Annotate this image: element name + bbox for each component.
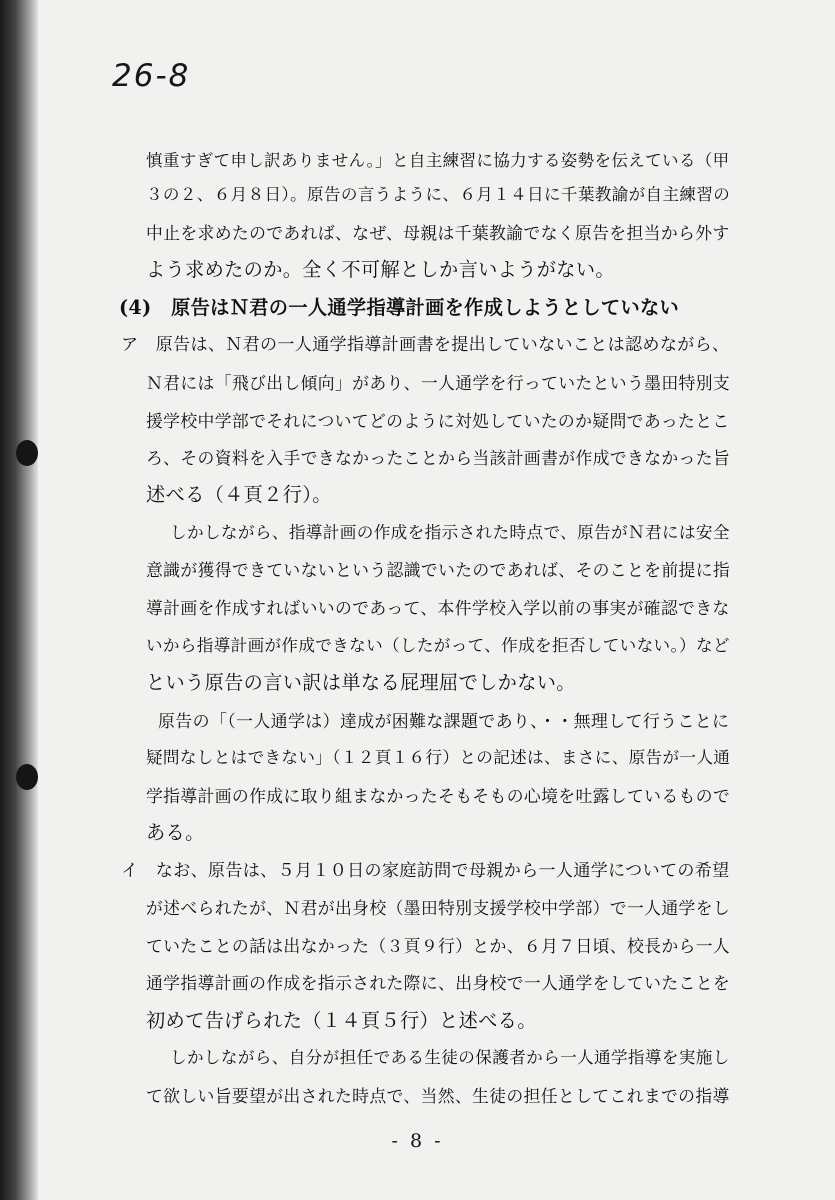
- text-line: 原告の「（一人通学は）達成が困難な課題であり、・・無理して行うことに: [158, 711, 730, 731]
- text-line: 導計画を作成すればいいのであって、本件学校入学以前の事実が確認できな: [146, 598, 730, 618]
- text-line: ３の２、６月８日）。原告の言うように、６月１４日に千葉教諭が自主練習の: [146, 185, 731, 204]
- text-line: Ｎ君には「飛び出し傾向」があり、一人通学を行っていたという墨田特別支: [146, 373, 731, 393]
- text-line: 慎重すぎて申し訳ありません。」と自主練習に協力する姿勢を伝えている（甲: [146, 151, 730, 170]
- text-line: しかしながら、指導計画の作成を指示された時点で、原告がＮ君には安全: [170, 523, 730, 542]
- text-line: ある。: [146, 821, 205, 844]
- text-line: ろ、その資料を入手できなかったことから当該計画書が作成できなかった旨: [146, 448, 731, 468]
- text-line: て欲しい旨要望が出された時点で、当然、生徒の担任としてこれまでの指導: [146, 1086, 730, 1106]
- text-line: ア 原告は、Ｎ君の一人通学指導計画書を提出していないことは認めながら、: [121, 335, 730, 355]
- page-number: - 8 -: [391, 1130, 444, 1152]
- text-line: という原告の言い訳は単なる屁理屈でしかない。: [146, 671, 576, 694]
- text-line: 学指導計画の作成に取り組まなかったそもそもの心境を吐露しているもので: [146, 786, 731, 806]
- text-line: ていたことの話は出なかった（３頁９行）とか、６月７日頃、校長から一人: [146, 936, 731, 956]
- text-line: 援学校中学部でそれについてどのように対処していたのか疑問であったとこ: [146, 411, 730, 431]
- text-line: 中止を求めたのであれば、なぜ、母親は千葉教諭でなく原告を担当から外す: [146, 223, 730, 243]
- text-line: よう求めたのか。全く不可解としか言いようがない。: [146, 258, 615, 281]
- handwritten-page-id: 26-8: [112, 58, 191, 94]
- text-line: 初めて告げられた（１４頁５行）と述べる。: [146, 1009, 537, 1032]
- text-line: しかしながら、自分が担任である生徒の保護者から一人通学指導を実施し: [170, 1048, 730, 1067]
- text-line: イ なお、原告は、５月１０日の家庭訪問で母親から一人通学についての希望: [121, 861, 730, 881]
- text-line: 通学指導計画の作成を指示された際に、出身校で一人通学をしていたことを: [146, 973, 731, 993]
- section-heading: (4) 原告はＮ君の一人通学指導計画を作成しようとしていない: [119, 296, 680, 319]
- text-line: が述べられたが、Ｎ君が出身校（墨田特別支援学校中学部）で一人通学をし: [146, 898, 731, 918]
- text-line: 述べる（４頁２行）。: [146, 483, 332, 506]
- text-line: 意識が獲得できていないという認識でいたのであれば、そのことを前提に指: [146, 560, 731, 580]
- text-line: いから指導計画が作成できない（したがって、作成を拒否していない。）など: [146, 636, 730, 655]
- text-line: 疑問なしとはできない」（１２頁１６行）との記述は、まさに、原告が一人通: [146, 748, 731, 767]
